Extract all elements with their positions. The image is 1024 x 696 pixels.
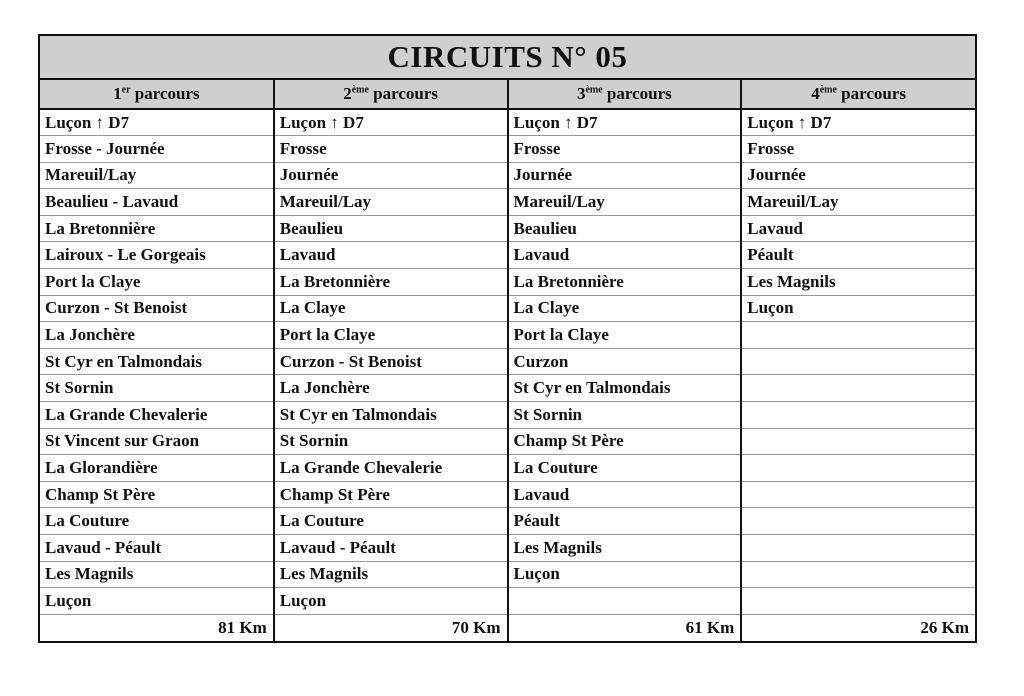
column-header-2 (274, 80, 508, 109)
stop-cell: Champ St Père (40, 481, 274, 508)
stop-cell: St Cyr en Talmondais (40, 348, 274, 375)
table-row (40, 481, 975, 508)
stop-cell: Champ St Père (508, 428, 742, 455)
stop-cell: Beaulieu (274, 215, 508, 242)
column-header-3 (508, 80, 742, 109)
stop-cell (741, 348, 975, 375)
table-row (40, 535, 975, 562)
stop-cell: Luçon ↑ D7 (40, 109, 274, 136)
stop-cell: Luçon (40, 588, 274, 615)
stop-cell: Lavaud (508, 481, 742, 508)
table-body (40, 109, 975, 641)
stop-cell: St Cyr en Talmondais (274, 402, 508, 429)
stop-cell: Frosse (274, 136, 508, 163)
stop-cell: Luçon (274, 588, 508, 615)
table-row (40, 162, 975, 189)
stop-cell: Luçon ↑ D7 (741, 109, 975, 136)
distance-total: 61 Km (508, 614, 742, 641)
column-word: parcours (368, 84, 439, 103)
stop-cell: La Jonchère (40, 322, 274, 349)
stop-cell: Mareuil/Lay (274, 189, 508, 216)
stop-cell (741, 561, 975, 588)
circuits-sheet (38, 34, 977, 643)
table-row (40, 322, 975, 349)
circuits-table (40, 80, 975, 641)
column-ordinal-suffix: ème (585, 84, 603, 96)
stop-cell (741, 375, 975, 402)
stop-cell (741, 428, 975, 455)
stop-cell: La Bretonnière (40, 215, 274, 242)
stop-cell: Port la Claye (40, 269, 274, 296)
stop-cell: Champ St Père (274, 481, 508, 508)
table-row (40, 588, 975, 615)
stop-cell: Lavaud - Péault (274, 535, 508, 562)
stop-cell: Luçon (508, 561, 742, 588)
stop-cell: La Glorandière (40, 455, 274, 482)
stop-cell: Port la Claye (508, 322, 742, 349)
stop-cell: Péault (508, 508, 742, 535)
stop-cell: Péault (741, 242, 975, 269)
stop-cell (741, 508, 975, 535)
stop-cell: Curzon (508, 348, 742, 375)
stop-cell: La Couture (274, 508, 508, 535)
column-header-4 (741, 80, 975, 109)
stop-cell (741, 535, 975, 562)
stop-cell: Frosse - Journée (40, 136, 274, 163)
table-row (40, 508, 975, 535)
stop-cell: Beaulieu (508, 215, 742, 242)
column-number: 1 (113, 84, 122, 103)
stop-cell: La Jonchère (274, 375, 508, 402)
header-row (40, 80, 975, 109)
stop-cell (741, 402, 975, 429)
stop-cell: Les Magnils (40, 561, 274, 588)
stop-cell: La Bretonnière (508, 269, 742, 296)
page-title: CIRCUITS N° 05 (40, 36, 975, 80)
stop-cell: Lavaud - Péault (40, 535, 274, 562)
stop-cell: Curzon - St Benoist (40, 295, 274, 322)
column-word: parcours (836, 84, 907, 103)
stop-cell: La Grande Chevalerie (40, 402, 274, 429)
table-row (40, 109, 975, 136)
table-row (40, 402, 975, 429)
stop-cell: La Couture (508, 455, 742, 482)
stop-cell (741, 481, 975, 508)
stop-cell: Curzon - St Benoist (274, 348, 508, 375)
stop-cell: Lavaud (508, 242, 742, 269)
table-row (40, 375, 975, 402)
table-row (40, 269, 975, 296)
column-number: 2 (343, 84, 352, 103)
stop-cell: St Sornin (274, 428, 508, 455)
stop-cell: Lairoux - Le Gorgeais (40, 242, 274, 269)
stop-cell: La Bretonnière (274, 269, 508, 296)
stop-cell: Luçon (741, 295, 975, 322)
stop-cell: St Sornin (40, 375, 274, 402)
column-ordinal-suffix: er (121, 84, 131, 96)
stop-cell: Port la Claye (274, 322, 508, 349)
stop-cell: Journée (508, 162, 742, 189)
column-number: 3 (576, 84, 586, 103)
stop-cell: Mareuil/Lay (40, 162, 274, 189)
stop-cell: La Grande Chevalerie (274, 455, 508, 482)
column-number: 4 (811, 84, 820, 103)
stop-cell: St Sornin (508, 402, 742, 429)
stop-cell: La Claye (274, 295, 508, 322)
table-row (40, 136, 975, 163)
table-row (40, 242, 975, 269)
table-row (40, 295, 975, 322)
distance-total: 26 Km (741, 614, 975, 641)
stop-cell (741, 455, 975, 482)
table-row (40, 189, 975, 216)
stop-cell (508, 588, 742, 615)
column-ordinal-suffix: ème (819, 84, 837, 96)
stop-cell: Frosse (508, 136, 742, 163)
stop-cell: Lavaud (274, 242, 508, 269)
table-row (40, 348, 975, 375)
stop-cell: St Cyr en Talmondais (508, 375, 742, 402)
column-word: parcours (130, 84, 200, 103)
distance-total: 81 Km (40, 614, 274, 641)
stop-cell: Beaulieu - Lavaud (40, 189, 274, 216)
column-word: parcours (602, 84, 672, 103)
stop-cell: Journée (741, 162, 975, 189)
table-row (40, 561, 975, 588)
stop-cell: Frosse (741, 136, 975, 163)
stop-cell: St Vincent sur Graon (40, 428, 274, 455)
table-row (40, 215, 975, 242)
stop-cell (741, 322, 975, 349)
stop-cell: Lavaud (741, 215, 975, 242)
column-ordinal-suffix: ème (351, 84, 369, 96)
column-header-1 (40, 80, 274, 109)
stop-cell: Les Magnils (508, 535, 742, 562)
stop-cell: Les Magnils (274, 561, 508, 588)
stop-cell: Mareuil/Lay (508, 189, 742, 216)
distance-total: 70 Km (274, 614, 508, 641)
stop-cell: Luçon ↑ D7 (508, 109, 742, 136)
table-row (40, 428, 975, 455)
stop-cell: La Couture (40, 508, 274, 535)
stop-cell: Mareuil/Lay (741, 189, 975, 216)
stop-cell (741, 588, 975, 615)
stop-cell: Journée (274, 162, 508, 189)
table-row (40, 455, 975, 482)
totals-row (40, 614, 975, 641)
stop-cell: Luçon ↑ D7 (274, 109, 508, 136)
stop-cell: Les Magnils (741, 269, 975, 296)
stop-cell: La Claye (508, 295, 742, 322)
